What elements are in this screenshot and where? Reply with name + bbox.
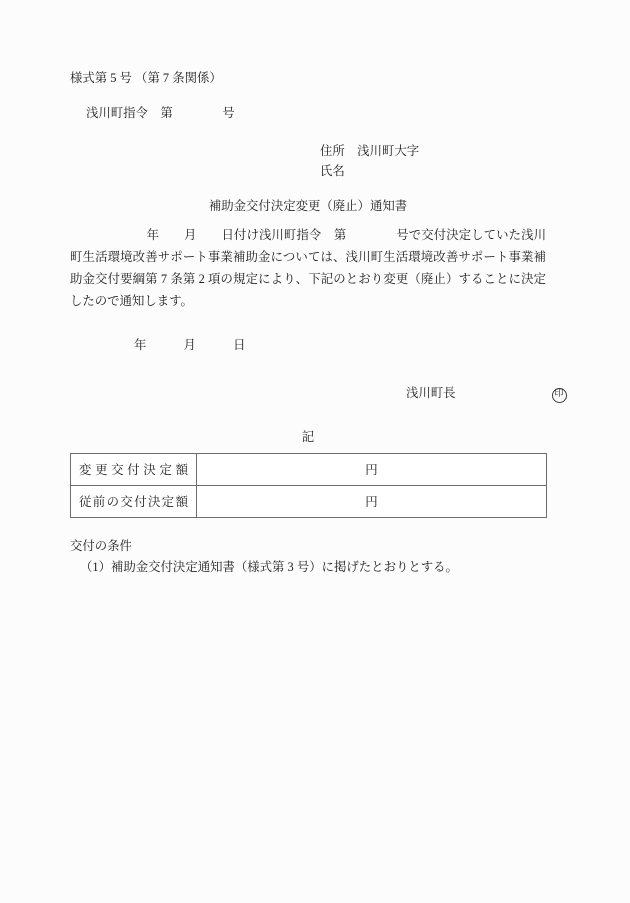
amounts-table [70, 453, 547, 518]
document-body [70, 71, 564, 583]
issuer-title: 浅川町長 [406, 385, 456, 400]
conditions-heading: 交付の条件 [70, 538, 132, 553]
condition-item-1: （1）補助金交付決定通知書（様式第 3 号）に掲げたとおりとする。 [80, 560, 458, 575]
table-row [71, 485, 547, 517]
row-label-changed-amount: 変更交付決定額 [71, 453, 197, 485]
row-value-previous-amount: 円 [197, 485, 547, 517]
recipient-block [70, 145, 546, 178]
recipient-address: 住所 浅川町大字 [320, 143, 420, 158]
form-number: 様式第 5 号 （第 7 条関係） [70, 71, 222, 85]
row-label-previous-amount: 従前の交付決定額 [71, 485, 197, 517]
issue-date-line: 年 月 日 [134, 337, 246, 352]
notification-paragraph [70, 224, 546, 312]
directive-number-line: 浅川町指令 第 号 [86, 106, 235, 121]
recipient-name: 氏名 [320, 164, 345, 179]
seal-icon: 印 [552, 388, 567, 403]
row-value-changed-amount: 円 [197, 453, 547, 485]
ki-heading: 記 [301, 429, 315, 444]
issuer-signature-line [70, 383, 564, 403]
table-row [71, 453, 547, 485]
paragraph-text: 年 月 日付け浅川町指令 第 号で交付決定していた浅川町生活環境改善サポート事業補助金については、浅川町生活環境改善サポート事業補助金交付要綱第 7 条第 2 項の規定により、下記のとおり変更（廃止）することに決定したので通知します。 [70, 227, 546, 308]
document-title: 補助金交付決定変更（廃止）通知書 [208, 198, 408, 213]
amounts-table-body [71, 453, 547, 517]
conditions-section [70, 540, 546, 574]
